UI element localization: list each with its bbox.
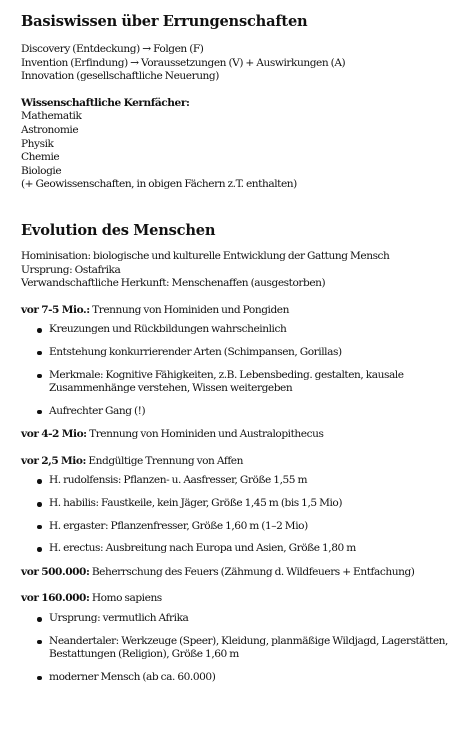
list-item-text: Entstehung konkurrierender Arten (Schimpansen, Gorillas) (49, 345, 342, 358)
list-item (21, 405, 475, 419)
era-label: vor 7-5 Mio.: (21, 303, 90, 316)
list-item-text: Ursprung: vermutlich Afrika (49, 612, 189, 625)
era-heading (21, 455, 475, 469)
list-item-text: Aufrechter Gang (!) (49, 404, 146, 417)
list-item (21, 612, 475, 626)
era-block (21, 455, 475, 556)
subject-item: Astronomie (21, 123, 79, 136)
era-block (21, 304, 475, 419)
list-item (21, 542, 475, 556)
era-heading (21, 304, 475, 318)
bullet-icon (37, 525, 42, 530)
list-item (21, 369, 475, 396)
intro-line-ancestry: Verwandschaftliche Herkunft: Menschenaffen (ausgestorben) (21, 277, 326, 290)
intro-line-hominisation: Hominisation: biologische und kulturelle Entwicklung der Gattung Mensch (21, 249, 390, 262)
subject-item: Biologie (21, 164, 62, 177)
era-block (21, 592, 475, 684)
era-bullet-list (21, 474, 475, 555)
list-item (21, 635, 475, 662)
text-line-discovery: Discovery (Entdeckung) → Folgen (F) (21, 43, 204, 55)
bullet-icon (37, 374, 42, 379)
era-label: vor 2,5 Mio: (21, 454, 86, 467)
bullet-icon (37, 410, 42, 415)
list-item-text: H. ergaster: Pflanzenfresser, Größe 1,60 m (1–2 Mio) (49, 519, 308, 532)
text-line-invention: Invention (Erfindung) → Voraussetzungen (V) + Auswirkungen (A) (21, 56, 346, 69)
bullet-icon (37, 676, 42, 681)
bullet-icon (37, 502, 42, 507)
list-item-text: Neandertaler: Werkzeuge (Speer), Kleidung, planmäßige Wildjagd, Lagerstätten, Bestattungen (Religion), Größe 1,60 m (49, 634, 448, 661)
subject-item: Physik (21, 137, 54, 150)
bullet-icon (37, 328, 42, 333)
era-text: Trennung von Hominiden und Australopithecus (86, 428, 324, 441)
list-item (21, 474, 475, 488)
era-block (21, 428, 475, 442)
era-label: vor 4-2 Mio: (21, 428, 87, 441)
list-item (21, 671, 475, 685)
list-item-text: Kreuzungen und Rückbildungen wahrscheinlich (49, 323, 287, 336)
section-title-evolution: Evolution des Menschen (21, 221, 216, 239)
subjects-heading: Wissenschaftliche Kernfächer: (21, 96, 190, 109)
bullet-icon (37, 617, 42, 622)
list-item (21, 323, 475, 337)
list-item (21, 346, 475, 360)
era-text: Beherrschung des Feuers (Zähmung d. Wildfeuers + Entfachung) (89, 565, 415, 578)
era-text: Trennung von Hominiden und Pongiden (89, 303, 290, 316)
era-label: vor 500.000: (21, 565, 90, 578)
era-text: Endgültige Trennung von Affen (85, 454, 243, 467)
intro-line-origin: Ursprung: Ostafrika (21, 263, 121, 276)
subject-item-note: (+ Geowissenschaften, in obigen Fächern z.T. enthalten) (21, 178, 297, 191)
list-item (21, 520, 475, 534)
subject-item: Mathematik (21, 110, 82, 123)
era-bullet-list (21, 323, 475, 418)
list-item-text: moderner Mensch (ab ca. 60.000) (49, 670, 216, 683)
bullet-icon (37, 479, 42, 484)
era-text: Homo sapiens (89, 592, 162, 605)
subject-item: Chemie (21, 151, 60, 164)
bullet-icon (37, 640, 42, 645)
era-bullet-list (21, 612, 475, 684)
list-item-text: H. erectus: Ausbreitung nach Europa und Asien, Größe 1,80 m (49, 542, 356, 555)
list-item-text: H. rudolfensis: Pflanzen- u. Aasfresser, Größe 1,55 m (49, 474, 308, 487)
list-item (21, 497, 475, 511)
list-item-text: Merkmale: Kognitive Fähigkeiten, z.B. Lebensbeding. gestalten, kausale Zusammenhänge verstehen, Wissen weitergeben (49, 368, 404, 395)
era-block (21, 566, 475, 580)
era-heading (21, 566, 475, 580)
era-heading (21, 428, 475, 442)
era-heading (21, 592, 475, 606)
era-label: vor 160.000: (21, 592, 90, 605)
document-page (21, 13, 475, 693)
section-title-achievements: Basiswissen über Errungenschaften (21, 13, 308, 30)
bullet-icon (37, 351, 42, 356)
bullet-icon (37, 547, 42, 552)
text-line-innovation: Innovation (gesellschaftliche Neuerung) (21, 70, 219, 83)
list-item-text: H. habilis: Faustkeile, kein Jäger, Größe 1,45 m (bis 1,5 Mio) (49, 497, 343, 510)
